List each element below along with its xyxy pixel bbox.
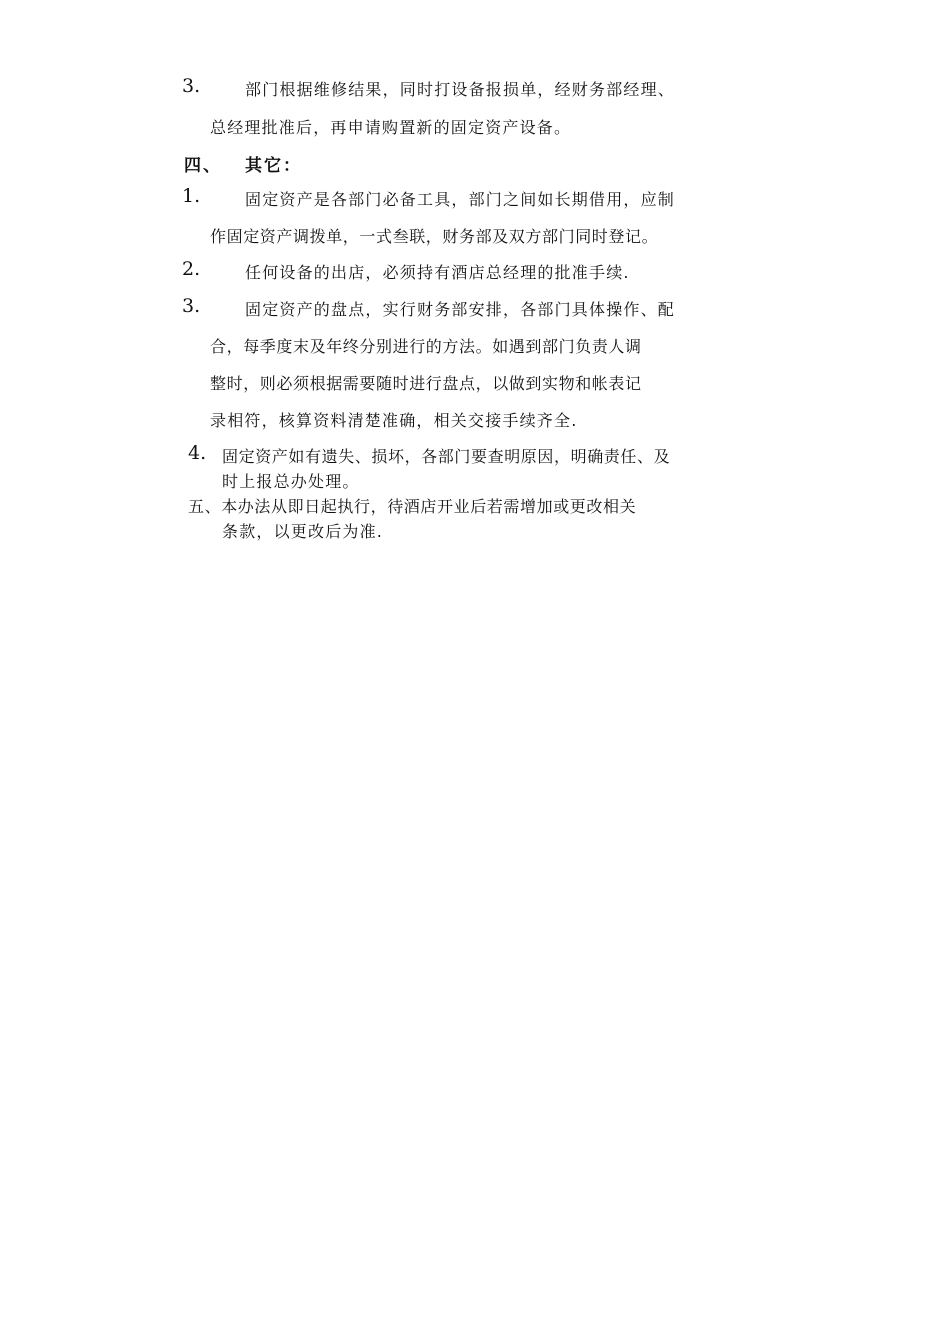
paragraph-line: 时上报总办处理。 (222, 472, 360, 491)
paragraph-line: 合，每季度末及年终分别进行的方法。如遇到部门负责人调 (210, 337, 642, 356)
paragraph-line: 固定资产如有遗失、损坏，各部门要查明原因，明确责任、及 (222, 447, 671, 466)
paragraph-line: 部门根据维修结果，同时打设备报损单，经财务部经理、 (245, 80, 676, 99)
section-title: 其它： (245, 156, 302, 176)
paragraph-line: 录相符，核算资料清楚准确，相关交接手续齐全. (210, 411, 578, 430)
paragraph-line: 任何设备的出店，必须持有酒店总经理的批准手续. (245, 263, 630, 282)
item-number: 4. (188, 442, 207, 464)
item-number: 2. (182, 258, 201, 280)
paragraph-line: 固定资产的盘点，实行财务部安排，各部门具体操作、配 (245, 300, 676, 319)
item-number: 3. (182, 75, 201, 97)
paragraph-line: 总经理批准后，再申请购置新的固定资产设备。 (210, 118, 572, 137)
paragraph-line: 固定资产是各部门必备工具，部门之间如长期借用，应制 (245, 190, 676, 209)
paragraph-line: 作固定资产调拨单，一式叁联，财务部及双方部门同时登记。 (210, 227, 659, 246)
paragraph-line: 条款，以更改后为准. (222, 522, 384, 541)
item-number: 1. (182, 185, 201, 207)
item-number: 3. (182, 295, 201, 317)
section-marker: 四、 (184, 156, 222, 176)
paragraph-line: 整时，则必须根据需要随时进行盘点，以做到实物和帐表记 (210, 374, 642, 393)
section-paragraph-line: 五、本办法从即日起执行，待酒店开业后若需增加或更改相关 (188, 497, 637, 516)
